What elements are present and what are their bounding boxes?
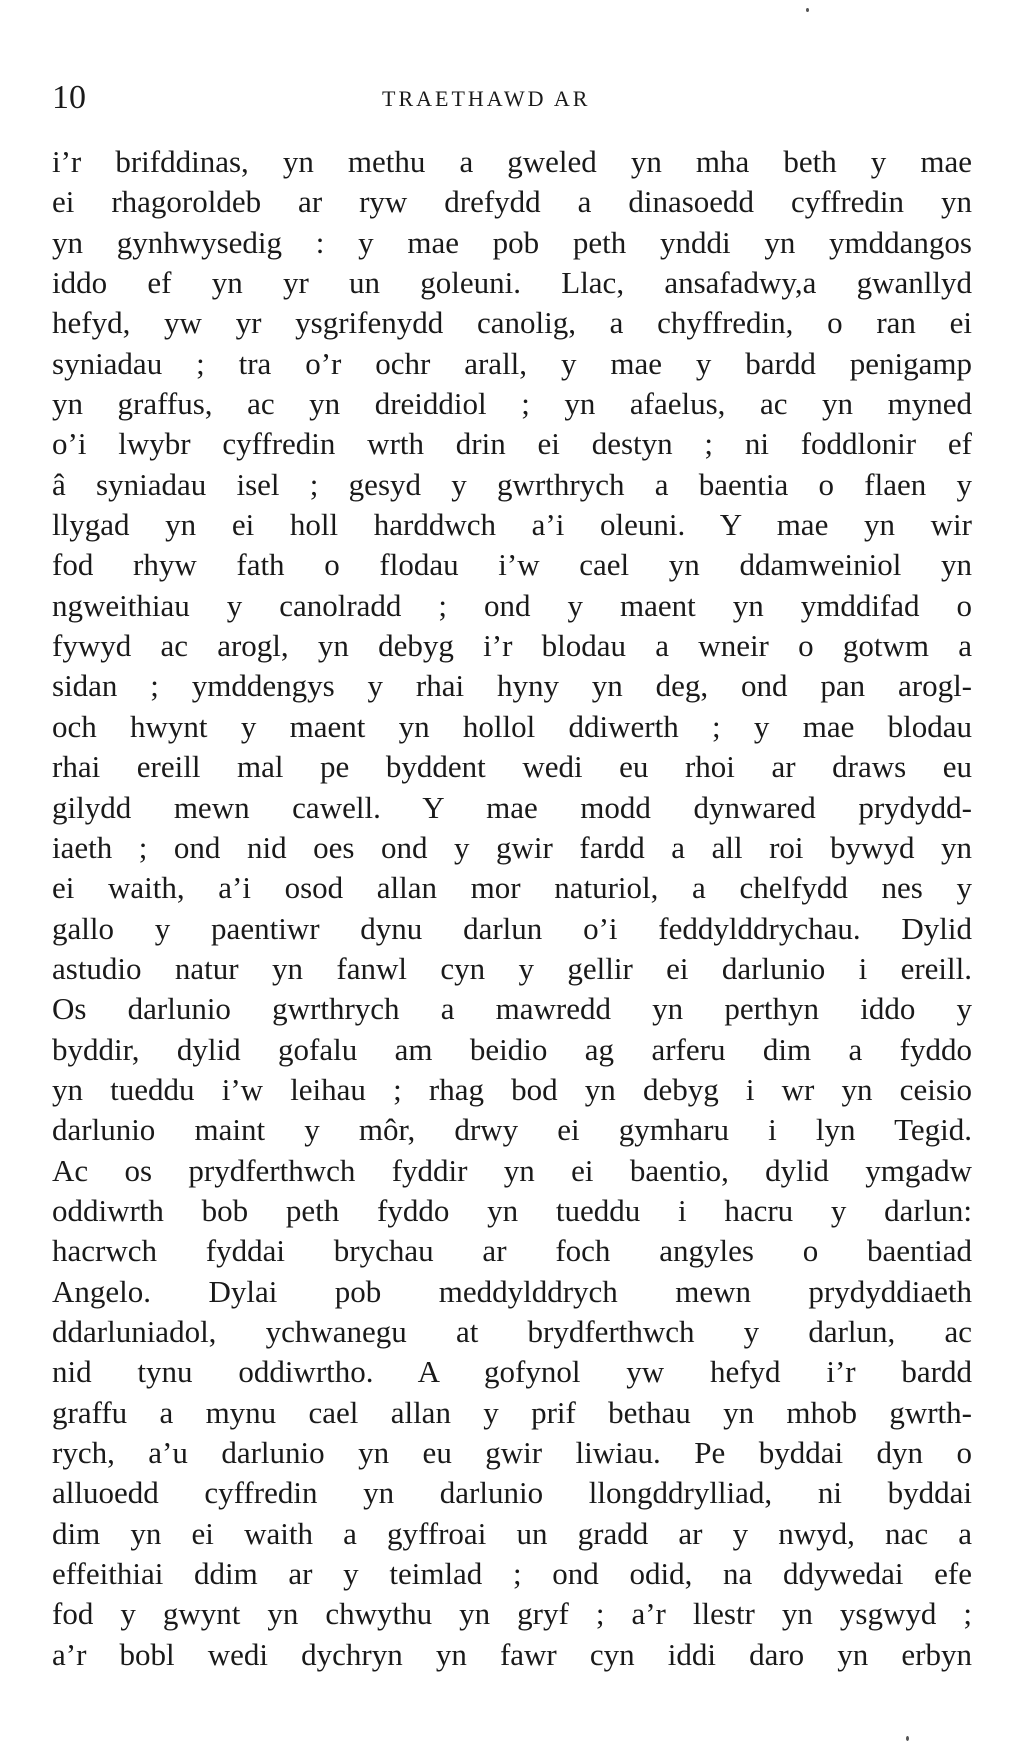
text-line: yn graffus, ac yn dreiddiol ; yn afaelus, ac yn myned (52, 386, 972, 422)
text-line: och hwynt y maent yn hollol ddiwerth ; y mae blodau (52, 708, 972, 744)
text-line: nid tynu oddiwrtho. A gofynol yw hefyd i’r bardd (52, 1354, 972, 1390)
print-speck (806, 8, 809, 12)
running-title: TRAETHAWD AR (382, 86, 591, 111)
text-line: gilydd mewn cawell. Y mae modd dynwared prydydd- (52, 789, 972, 825)
text-line: Angelo. Dylai pob meddylddrych mewn prydyddiaeth (52, 1273, 972, 1309)
text-line: gallo y paentiwr dynu darlun o’i feddylddrychau. Dylid (52, 910, 972, 946)
text-line: graffu a mynu cael allan y prif bethau yn mhob gwrth- (52, 1394, 972, 1430)
text-line: i’r brifddinas, yn methu a gweled yn mha beth y mae (52, 144, 972, 179)
page-header (52, 78, 972, 118)
text-line: Ac os prydferthwch fyddir yn ei baentio, dylid ymgadw (52, 1152, 972, 1188)
text-line: yn gynhwysedig : y mae pob peth ynddi yn ymddangos (52, 224, 972, 260)
text-line: ei waith, a’i osod allan mor naturiol, a chelfydd nes y (52, 870, 972, 906)
print-speck (906, 1736, 909, 1741)
text-line: a’r bobl wedi dychryn yn fawr cyn iddi daro yn erbyn (52, 1636, 972, 1672)
text-line: iddo ef yn yr un goleuni. Llac, ansafadwy,a gwanllyd (52, 265, 972, 301)
text-line: darlunio maint y môr, drwy ei gymharu i lyn Tegid. (52, 1112, 972, 1148)
text-line: ddarluniadol, ychwanegu at brydferthwch y darlun, ac (52, 1313, 972, 1349)
page-number: 10 (52, 79, 86, 116)
text-line: syniadau ; tra o’r ochr arall, y mae y bardd penigamp (52, 345, 972, 381)
text-line: fywyd ac arogl, yn debyg i’r blodau a wneir o gotwm a (52, 628, 972, 664)
text-line: fod y gwynt yn chwythu yn gryf ; a’r llestr yn ysgwyd ; (52, 1596, 972, 1632)
text-line: hacrwch fyddai brychau ar foch angyles o baentiad (52, 1233, 972, 1269)
text-line: dim yn ei waith a gyffroai un gradd ar y nwyd, nac a (52, 1515, 972, 1551)
text-line: astudio natur yn fanwl cyn y gellir ei darlunio i ereill. (52, 950, 972, 986)
text-line: rhai ereill mal pe byddent wedi eu rhoi ar draws eu (52, 749, 972, 785)
text-line: Os darlunio gwrthrych a mawredd yn perthyn iddo y (52, 991, 972, 1027)
text-line: byddir, dylid gofalu am beidio ag arferu dim a fyddo (52, 1031, 972, 1067)
text-line: effeithiai ddim ar y teimlad ; ond odid, na ddywedai efe (52, 1556, 972, 1592)
text-line: hefyd, yw yr ysgrifenydd canolig, a chyffredin, o ran ei (52, 305, 972, 341)
text-line: yn tueddu i’w leihau ; rhag bod yn debyg i wr yn ceisio (52, 1071, 972, 1107)
text-line: rych, a’u darlunio yn eu gwir liwiau. Pe byddai dyn o (52, 1435, 972, 1470)
text-line: â syniadau isel ; gesyd y gwrthrych a baentia o flaen y (52, 466, 972, 502)
text-line: ei rhagoroldeb ar ryw drefydd a dinasoedd cyffredin yn (52, 184, 972, 220)
text-line: llygad yn ei holl harddwch a’i oleuni. Y mae yn wir (52, 507, 972, 543)
text-line: fod rhyw fath o flodau i’w cael yn ddamweiniol yn (52, 547, 972, 583)
text-line: sidan ; ymddengys y rhai hyny yn deg, ond pan arogl- (52, 668, 972, 704)
text-line: o’i lwybr cyffredin wrth drin ei destyn ; ni foddlonir ef (52, 426, 972, 462)
text-line: iaeth ; ond nid oes ond y gwir fardd a all roi bywyd yn (52, 829, 972, 865)
body-text (52, 142, 972, 1675)
text-line: oddiwrth bob peth fyddo yn tueddu i hacru y darlun: (52, 1192, 972, 1228)
text-line: ngweithiau y canolradd ; ond y maent yn ymddifad o (52, 587, 972, 623)
text-line: alluoedd cyffredin yn darlunio llongddrylliad, ni byddai (52, 1475, 972, 1511)
